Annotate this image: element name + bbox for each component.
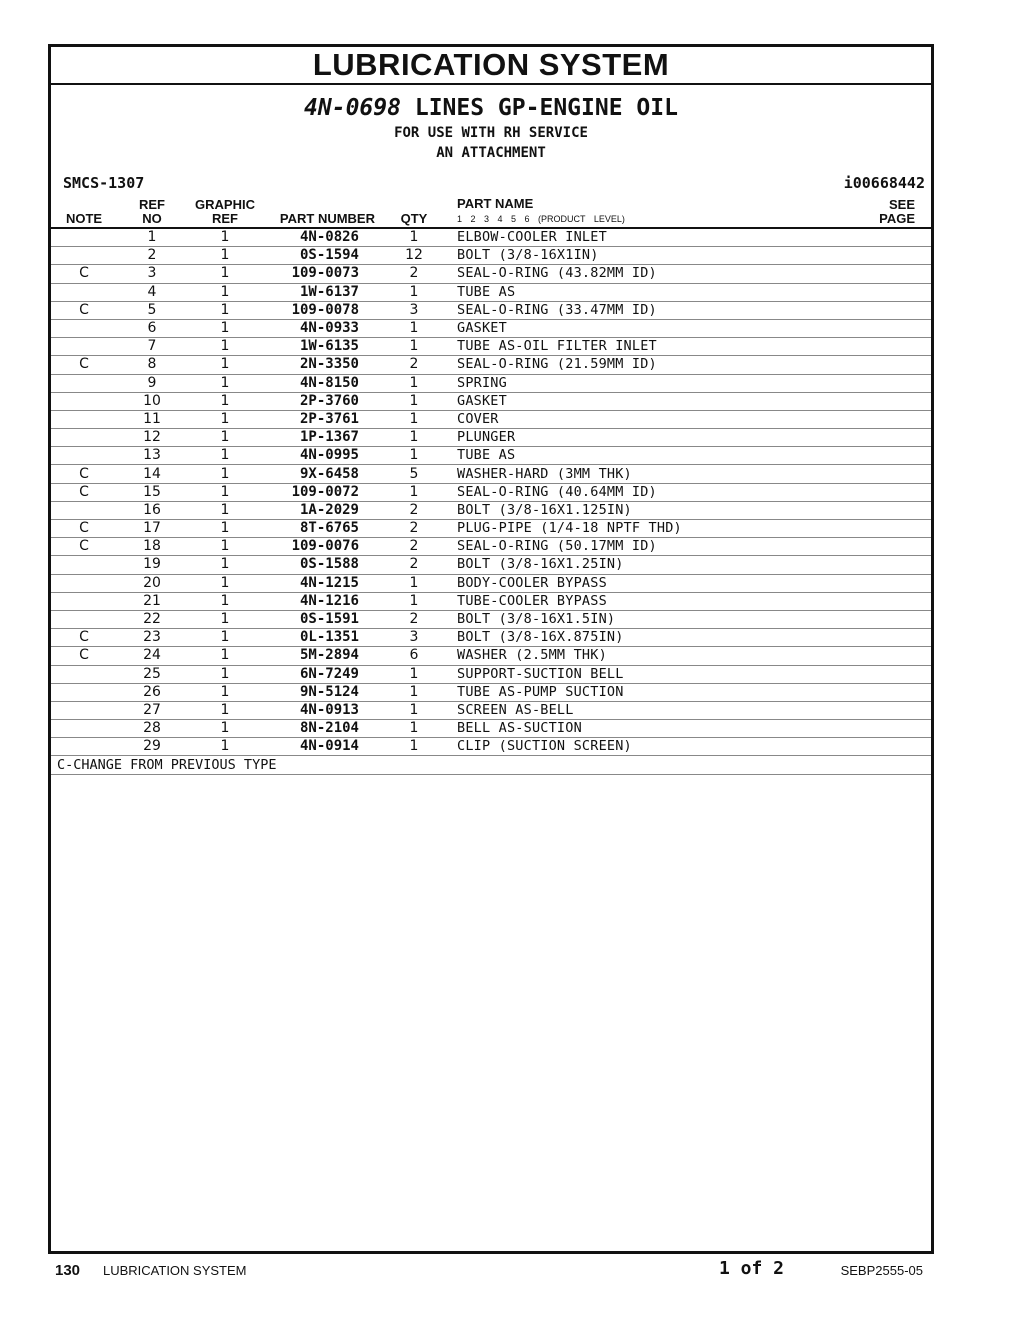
page-footer [55, 1258, 927, 1282]
ref-no-cell: 21 [117, 592, 187, 610]
table-row [51, 701, 931, 719]
see-page-cell [871, 574, 931, 592]
table-row [51, 410, 931, 428]
part-name-cell: TUBE AS [447, 447, 871, 465]
part-number-cell: 109-0078 [263, 301, 381, 319]
part-number-cell: 109-0072 [263, 483, 381, 501]
see-page-cell [871, 228, 931, 247]
note-cell [51, 338, 117, 356]
col-part-number: PART NUMBER [263, 195, 381, 228]
part-number-cell: 2P-3761 [263, 410, 381, 428]
graphic-ref-cell: 1 [187, 374, 263, 392]
note-cell [51, 228, 117, 247]
col-part-name: PART NAME 1 2 3 4 5 6 (PRODUCT LEVEL) [447, 195, 871, 228]
ref-no-cell: 22 [117, 610, 187, 628]
part-number-cell: 1A-2029 [263, 501, 381, 519]
group-heading [51, 85, 931, 163]
note-cell: C [51, 538, 117, 556]
footer-section: LUBRICATION SYSTEM [103, 1263, 247, 1278]
note-cell: C [51, 483, 117, 501]
col-qty: QTY [381, 195, 447, 228]
qty-cell: 1 [381, 228, 447, 247]
qty-cell: 1 [381, 574, 447, 592]
ref-no-cell: 8 [117, 356, 187, 374]
graphic-ref-cell: 1 [187, 738, 263, 756]
graphic-ref-cell: 1 [187, 301, 263, 319]
col-graphic-ref: GRAPHIC REF [187, 195, 263, 228]
see-page-cell [871, 356, 931, 374]
part-number-cell: 2P-3760 [263, 392, 381, 410]
see-page-cell [871, 629, 931, 647]
doc-number: SEBP2555-05 [840, 1263, 923, 1278]
see-page-cell [871, 319, 931, 337]
note-cell [51, 701, 117, 719]
see-page-cell [871, 247, 931, 265]
ref-no-cell: 4 [117, 283, 187, 301]
graphic-ref-cell: 1 [187, 556, 263, 574]
part-name-cell: BOLT (3/8-16X1.25IN) [447, 556, 871, 574]
qty-cell: 6 [381, 647, 447, 665]
ref-no-cell: 2 [117, 247, 187, 265]
see-page-cell [871, 647, 931, 665]
note-cell [51, 574, 117, 592]
note-cell [51, 319, 117, 337]
see-page-cell [871, 683, 931, 701]
see-page-cell [871, 338, 931, 356]
see-page-cell [871, 265, 931, 283]
col-see-page: SEE PAGE [871, 195, 931, 228]
note-cell [51, 374, 117, 392]
footnote: C-CHANGE FROM PREVIOUS TYPE [51, 756, 931, 774]
see-page-cell [871, 429, 931, 447]
qty-cell: 1 [381, 701, 447, 719]
part-number-cell: 4N-0913 [263, 701, 381, 719]
part-name-cell: GASKET [447, 392, 871, 410]
part-number-cell: 109-0076 [263, 538, 381, 556]
qty-cell: 3 [381, 301, 447, 319]
table-row [51, 429, 931, 447]
graphic-ref-cell: 1 [187, 501, 263, 519]
table-row [51, 538, 931, 556]
identifier-row [51, 171, 931, 195]
table-row [51, 356, 931, 374]
qty-cell: 1 [381, 283, 447, 301]
part-name-cell: TUBE AS-OIL FILTER INLET [447, 338, 871, 356]
see-page-cell [871, 447, 931, 465]
note-cell: C [51, 647, 117, 665]
table-row [51, 319, 931, 337]
note-cell [51, 447, 117, 465]
see-page-cell [871, 483, 931, 501]
part-number-cell: 4N-0933 [263, 319, 381, 337]
graphic-ref-cell: 1 [187, 701, 263, 719]
part-number-cell: 9N-5124 [263, 683, 381, 701]
qty-cell: 5 [381, 465, 447, 483]
table-row [51, 665, 931, 683]
part-name-cell: SEAL-O-RING (43.82MM ID) [447, 265, 871, 283]
note-cell [51, 683, 117, 701]
note-cell [51, 738, 117, 756]
part-name-cell: TUBE AS-PUMP SUCTION [447, 683, 871, 701]
part-name-cell: BELL AS-SUCTION [447, 720, 871, 738]
table-row [51, 374, 931, 392]
table-row [51, 592, 931, 610]
note-cell: C [51, 629, 117, 647]
note-cell: C [51, 465, 117, 483]
part-name-cell: SCREEN AS-BELL [447, 701, 871, 719]
graphic-ref-cell: 1 [187, 592, 263, 610]
graphic-ref-cell: 1 [187, 338, 263, 356]
qty-cell: 1 [381, 392, 447, 410]
part-name-cell: SEAL-O-RING (50.17MM ID) [447, 538, 871, 556]
ref-no-cell: 9 [117, 374, 187, 392]
product-level-scale: 1 2 3 4 5 6 (PRODUCT LEVEL) [457, 214, 625, 224]
qty-cell: 3 [381, 629, 447, 647]
qty-cell: 1 [381, 447, 447, 465]
ref-no-cell: 27 [117, 701, 187, 719]
note-cell: C [51, 520, 117, 538]
ref-no-cell: 3 [117, 265, 187, 283]
qty-cell: 2 [381, 556, 447, 574]
qty-cell: 2 [381, 538, 447, 556]
ref-no-cell: 11 [117, 410, 187, 428]
table-row [51, 301, 931, 319]
part-name-cell: WASHER-HARD (3MM THK) [447, 465, 871, 483]
table-header-row [51, 195, 931, 228]
qty-cell: 1 [381, 592, 447, 610]
ref-no-cell: 19 [117, 556, 187, 574]
part-number-cell: 0S-1588 [263, 556, 381, 574]
table-row [51, 720, 931, 738]
note-cell [51, 665, 117, 683]
footnote-row [51, 756, 931, 774]
see-page-cell [871, 538, 931, 556]
part-number-cell: 1W-6137 [263, 283, 381, 301]
table-row [51, 610, 931, 628]
see-page-cell [871, 392, 931, 410]
see-page-cell [871, 283, 931, 301]
group-heading-main [51, 93, 931, 123]
qty-cell: 1 [381, 429, 447, 447]
part-name-cell: COVER [447, 410, 871, 428]
graphic-ref-cell: 1 [187, 538, 263, 556]
heading-line-2: FOR USE WITH RH SERVICE [394, 125, 588, 141]
ref-no-cell: 10 [117, 392, 187, 410]
group-description: LINES GP-ENGINE OIL [414, 95, 678, 121]
part-number-cell: 4N-8150 [263, 374, 381, 392]
see-page-cell [871, 501, 931, 519]
part-name-cell: TUBE-COOLER BYPASS [447, 592, 871, 610]
ref-no-cell: 5 [117, 301, 187, 319]
ref-no-cell: 1 [117, 228, 187, 247]
part-name-cell: GASKET [447, 319, 871, 337]
ref-no-cell: 23 [117, 629, 187, 647]
see-page-cell [871, 465, 931, 483]
heading-line-3: AN ATTACHMENT [436, 145, 546, 161]
note-cell [51, 283, 117, 301]
graphic-ref-cell: 1 [187, 574, 263, 592]
part-number-cell: 4N-0995 [263, 447, 381, 465]
part-number-cell: 2N-3350 [263, 356, 381, 374]
qty-cell: 2 [381, 501, 447, 519]
qty-cell: 1 [381, 410, 447, 428]
part-name-cell: SPRING [447, 374, 871, 392]
note-cell [51, 720, 117, 738]
qty-cell: 2 [381, 356, 447, 374]
graphic-ref-cell: 1 [187, 319, 263, 337]
qty-cell: 2 [381, 265, 447, 283]
note-cell [51, 610, 117, 628]
part-number-cell: 0S-1594 [263, 247, 381, 265]
table-row [51, 501, 931, 519]
part-number-cell: 4N-0826 [263, 228, 381, 247]
part-name-cell: SEAL-O-RING (21.59MM ID) [447, 356, 871, 374]
graphic-ref-cell: 1 [187, 610, 263, 628]
part-name-cell: SEAL-O-RING (33.47MM ID) [447, 301, 871, 319]
part-name-cell: SEAL-O-RING (40.64MM ID) [447, 483, 871, 501]
table-row [51, 283, 931, 301]
table-row [51, 520, 931, 538]
table-row [51, 738, 931, 756]
col-note: NOTE [51, 195, 117, 228]
table-row [51, 574, 931, 592]
part-number-cell: 109-0073 [263, 265, 381, 283]
part-number-cell: 1P-1367 [263, 429, 381, 447]
table-row [51, 228, 931, 247]
part-number-cell: 0L-1351 [263, 629, 381, 647]
graphic-ref-cell: 1 [187, 629, 263, 647]
see-page-cell [871, 592, 931, 610]
group-part-number: 4N-0698 [304, 95, 401, 121]
ref-no-cell: 14 [117, 465, 187, 483]
parts-table-body [51, 228, 931, 756]
graphic-ref-cell: 1 [187, 520, 263, 538]
part-number-cell: 8T-6765 [263, 520, 381, 538]
part-name-cell: ELBOW-COOLER INLET [447, 228, 871, 247]
ref-no-cell: 6 [117, 319, 187, 337]
table-row [51, 647, 931, 665]
see-page-cell [871, 410, 931, 428]
ref-no-cell: 16 [117, 501, 187, 519]
note-cell [51, 247, 117, 265]
see-page-cell [871, 610, 931, 628]
part-name-cell: CLIP (SUCTION SCREEN) [447, 738, 871, 756]
graphic-ref-cell: 1 [187, 683, 263, 701]
qty-cell: 1 [381, 683, 447, 701]
table-row [51, 629, 931, 647]
ref-no-cell: 18 [117, 538, 187, 556]
note-cell: C [51, 265, 117, 283]
graphic-ref-cell: 1 [187, 228, 263, 247]
part-number-cell: 8N-2104 [263, 720, 381, 738]
ref-no-cell: 13 [117, 447, 187, 465]
qty-cell: 2 [381, 520, 447, 538]
graphic-ref-cell: 1 [187, 665, 263, 683]
part-number-cell: 4N-1216 [263, 592, 381, 610]
graphic-ref-cell: 1 [187, 283, 263, 301]
note-cell: C [51, 356, 117, 374]
graphic-ref-cell: 1 [187, 410, 263, 428]
part-name-cell: WASHER (2.5MM THK) [447, 647, 871, 665]
qty-cell: 1 [381, 483, 447, 501]
qty-cell: 2 [381, 610, 447, 628]
part-number-cell: 6N-7249 [263, 665, 381, 683]
smcs-code: SMCS-1307 [63, 174, 145, 192]
part-name-cell: BOLT (3/8-16X1IN) [447, 247, 871, 265]
table-row [51, 447, 931, 465]
graphic-ref-cell: 1 [187, 356, 263, 374]
table-row [51, 683, 931, 701]
part-number-cell: 0S-1591 [263, 610, 381, 628]
note-cell [51, 501, 117, 519]
ref-no-cell: 12 [117, 429, 187, 447]
see-page-cell [871, 374, 931, 392]
qty-cell: 1 [381, 720, 447, 738]
see-page-cell [871, 720, 931, 738]
ref-no-cell: 29 [117, 738, 187, 756]
ref-no-cell: 28 [117, 720, 187, 738]
part-name-cell: BODY-COOLER BYPASS [447, 574, 871, 592]
part-name-cell: PLUNGER [447, 429, 871, 447]
ref-no-cell: 26 [117, 683, 187, 701]
ref-no-cell: 7 [117, 338, 187, 356]
ref-no-cell: 24 [117, 647, 187, 665]
qty-cell: 1 [381, 738, 447, 756]
qty-cell: 1 [381, 338, 447, 356]
part-name-cell: BOLT (3/8-16X1.125IN) [447, 501, 871, 519]
see-page-cell [871, 701, 931, 719]
note-cell [51, 556, 117, 574]
part-name-cell: BOLT (3/8-16X.875IN) [447, 629, 871, 647]
ref-no-cell: 20 [117, 574, 187, 592]
graphic-ref-cell: 1 [187, 483, 263, 501]
page-of: 1 of 2 [719, 1258, 785, 1279]
table-row [51, 265, 931, 283]
see-page-cell [871, 665, 931, 683]
part-name-cell: TUBE AS [447, 283, 871, 301]
part-name-cell: BOLT (3/8-16X1.5IN) [447, 610, 871, 628]
part-number-cell: 1W-6135 [263, 338, 381, 356]
graphic-ref-cell: 1 [187, 429, 263, 447]
table-row [51, 392, 931, 410]
part-number-cell: 5M-2894 [263, 647, 381, 665]
part-number-cell: 4N-0914 [263, 738, 381, 756]
part-number-cell: 4N-1215 [263, 574, 381, 592]
ref-no-cell: 25 [117, 665, 187, 683]
part-name-cell: PLUG-PIPE (1/4-18 NPTF THD) [447, 520, 871, 538]
table-row [51, 338, 931, 356]
page-number: 130 [55, 1262, 81, 1279]
illustration-id: i00668442 [843, 174, 925, 192]
ref-no-cell: 17 [117, 520, 187, 538]
qty-cell: 1 [381, 319, 447, 337]
graphic-ref-cell: 1 [187, 392, 263, 410]
see-page-cell [871, 301, 931, 319]
ref-no-cell: 15 [117, 483, 187, 501]
qty-cell: 1 [381, 374, 447, 392]
parts-table [51, 195, 931, 775]
table-row [51, 483, 931, 501]
page-frame [48, 44, 934, 1254]
graphic-ref-cell: 1 [187, 647, 263, 665]
section-title: LUBRICATION SYSTEM [51, 47, 931, 85]
note-cell [51, 392, 117, 410]
graphic-ref-cell: 1 [187, 265, 263, 283]
note-cell [51, 410, 117, 428]
table-row [51, 465, 931, 483]
qty-cell: 12 [381, 247, 447, 265]
see-page-cell [871, 738, 931, 756]
graphic-ref-cell: 1 [187, 465, 263, 483]
note-cell [51, 592, 117, 610]
col-ref-no: REF NO [117, 195, 187, 228]
part-number-cell: 9X-6458 [263, 465, 381, 483]
qty-cell: 1 [381, 665, 447, 683]
note-cell: C [51, 301, 117, 319]
table-row [51, 556, 931, 574]
note-cell [51, 429, 117, 447]
see-page-cell [871, 556, 931, 574]
graphic-ref-cell: 1 [187, 247, 263, 265]
table-row [51, 247, 931, 265]
part-name-cell: SUPPORT-SUCTION BELL [447, 665, 871, 683]
graphic-ref-cell: 1 [187, 720, 263, 738]
see-page-cell [871, 520, 931, 538]
graphic-ref-cell: 1 [187, 447, 263, 465]
